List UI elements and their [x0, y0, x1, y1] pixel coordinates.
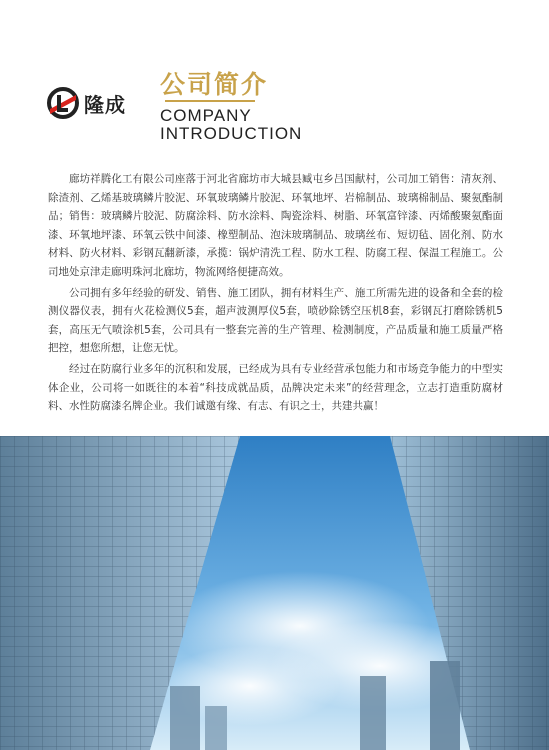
company-logo — [46, 86, 142, 120]
introduction-body — [48, 170, 503, 418]
title-english-line1: COMPANY — [160, 106, 252, 125]
section-title — [160, 70, 268, 100]
title-chinese: 公司简介 — [160, 70, 269, 99]
paragraph-3: 经过在防腐行业多年的沉积和发展，已经成为具有专业经营承包能力和市场竞争能力的中型实体企业，公司将一如既往的本着“科技成就品质，品牌决定未来”的经营理念，立志打造重防腐材料、水性防腐漆名牌企业。我们诚邀有缘、有志、有识之士，共建共赢！ — [48, 362, 503, 413]
title-english-line2: INTRODUCTION — [160, 124, 303, 143]
lc-logo-icon — [46, 86, 80, 120]
title-divider — [165, 100, 255, 102]
brand-name: 隆成 — [84, 92, 126, 117]
skyscraper-photo — [0, 436, 549, 750]
paragraph-1: 廊坊祥腾化工有限公司座落于河北省廊坊市大城县臧屯乡吕国献村，公司加工销售：清灰剂、除渣剂、乙烯基玻璃鳞片胶泥、环氧玻璃鳞片胶泥、环氧地坪、岩棉制品、玻璃棉制品、聚氨酯制品；销售：玻璃鳞片胶泥、防腐涂料、防水涂料、陶瓷涂料、树脂、环氧富锌漆、丙烯酸聚氨酯面漆、环氧地坪漆、环氧云铁中间漆、橡塑制品、泡沫玻璃制品、玻璃丝布、短切毡、固化剂、防水材料、防火材料、彩钢瓦翻新漆，承揽：锅炉清洗工程、防水工程、防腐工程、保温工程施工。公司地处京津走廊明珠河北廊坊，物流网络便捷高效。 — [48, 173, 503, 278]
paragraph-2: 公司拥有多年经验的研发、销售、施工团队，拥有材料生产、施工所需先进的设备和全套的检测仪器仪表，拥有火花检测仪5套，超声波测厚仪5套，喷砂除锈空压机8套，彩钢瓦打磨除锈机5套，高压无气喷涂机5套，公司具有一整套完善的生产管理、检测制度，产品质量和施工质量严格把控，想您所想，让您无忧。 — [48, 286, 503, 355]
